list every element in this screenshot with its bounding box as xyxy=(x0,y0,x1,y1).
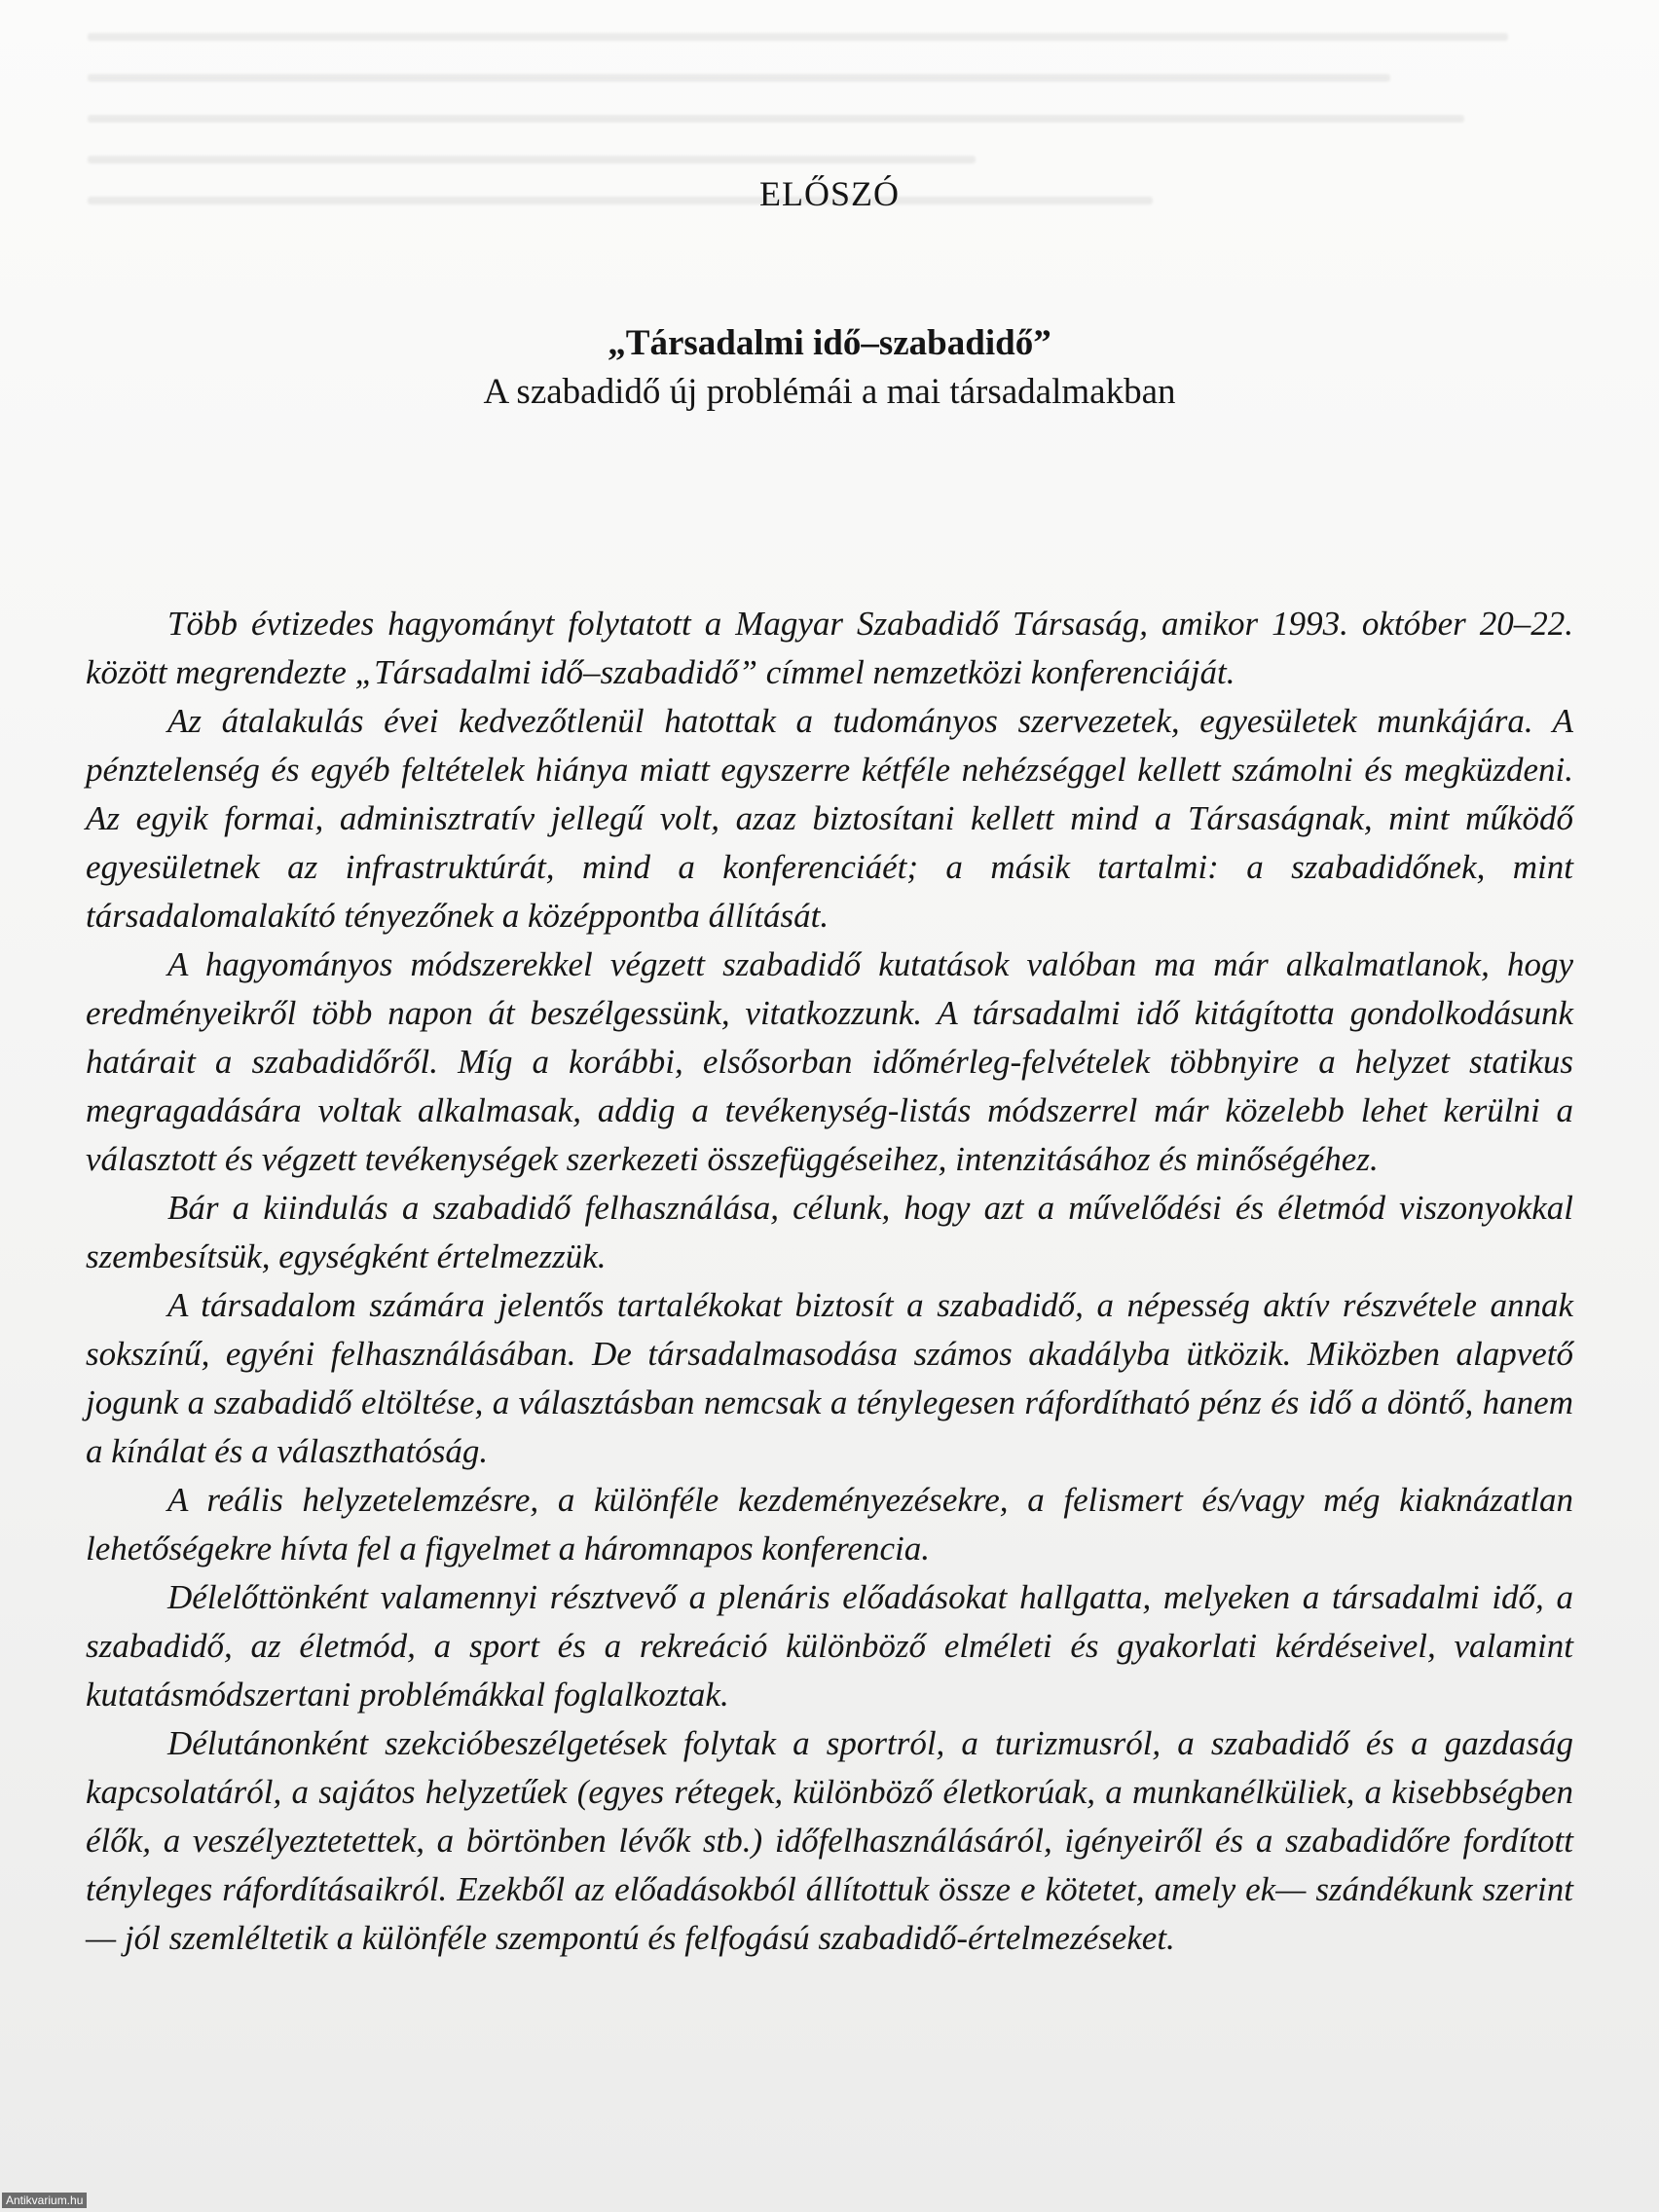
paragraph: A társadalom számára jelentős tartalékokat biztosít a szabadidő, a népesség aktív részvétele annak sokszínű, egyéni felhasználásában. De társadalmasodása számos akadályba ütközik. Miközben alapvető jogunk a szabadidő eltöltése, a választásban nemcsak a ténylegesen ráfordítható pénz és idő a döntő, hanem a kínálat és a választhatóság. xyxy=(86,1286,1573,1470)
subtitle-line-2: A szabadidő új problémái a mai társadalmakban xyxy=(483,372,1176,412)
subtitle-line-1: „Társadalmi idő–szabadidő” xyxy=(608,323,1051,363)
page-heading: ELŐSZÓ xyxy=(759,174,900,213)
show-through-text xyxy=(88,0,1567,253)
body-text xyxy=(86,600,1573,1963)
paragraph: Délelőttönként valamennyi résztvevő a plenáris előadásokat hallgatta, melyeken a társadalmi idő, a szabadidő, az életmód, a sport és a rekreáció különböző elméleti és gyakorlati kérdéseivel, valamint kutatásmódszertani problémákkal foglalkoztak. xyxy=(86,1578,1573,1714)
paragraph: A reális helyzetelemzésre, a különféle kezdeményezésekre, a felismert és/vagy még kiaknázatlan lehetőségekre hívta fel a figyelmet a háromnapos konferencia. xyxy=(86,1481,1573,1567)
watermark: Antikvarium.hu xyxy=(2,2193,87,2208)
paragraph: Délutánonként szekcióbeszélgetések folytak a sportról, a turizmusról, a szabadidő és a gazdaság kapcsolatáról, a sajátos helyzetűek (egyes rétegek, különböző életkorúak, a munkanélküliek, a kisebbségben élők, a veszélyeztetettek, a börtönben lévők stb.) időfelhasználásáról, igényeiről és a szabadidőre fordított tényleges ráfordításaikról. Ezekből az előadásokból állítottuk össze e kötetet, amely ek— szándékunk szerint — jól szemléltetik a különféle szempontú és felfogású szabadidő-értelmezéseket. xyxy=(86,1724,1573,1957)
paragraph: Több évtizedes hagyományt folytatott a Magyar Szabadidő Társaság, amikor 1993. október 20–22. között megrendezte „Társadalmi idő–szabadidő” címmel nemzetközi konferenciáját. xyxy=(86,605,1573,691)
paragraph: A hagyományos módszerekkel végzett szabadidő kutatások valóban ma már alkalmatlanok, hogy eredményeikről több napon át beszélgessünk, vitatkozzunk. A társadalmi idő kitágította gondolkodásunk határait a szabadidőről. Míg a korábbi, elsősorban időmérleg-felvételek többnyire a helyzet statikus megragadására voltak alkalmasak, addig a tevékenység-listás módszerrel már közelebb lehet kerülni a választott és végzett tevékenységek szerkezeti összefüggéseihez, intenzitásához és minőségéhez. xyxy=(86,945,1573,1178)
paragraph: Bár a kiindulás a szabadidő felhasználása, célunk, hogy azt a művelődési és életmód viszonyokkal szembesítsük, egységként értelmezzük. xyxy=(86,1189,1573,1275)
paragraph: Az átalakulás évei kedvezőtlenül hatottak a tudományos szervezetek, egyesületek munkájára. A pénztelenség és egyéb feltételek hiánya miatt egyszerre kétféle nehézséggel kellett számolni és megküzdeni. Az egyik formai, adminisztratív jellegű volt, azaz biztosítani kellett mind a Társaságnak, mint működő egyesületnek az infrastruktúrát, mind a konferenciáét; a másik tartalmi: a szabadidőnek, mint társadalomalakító tényezőnek a középpontba állítását. xyxy=(86,702,1573,935)
